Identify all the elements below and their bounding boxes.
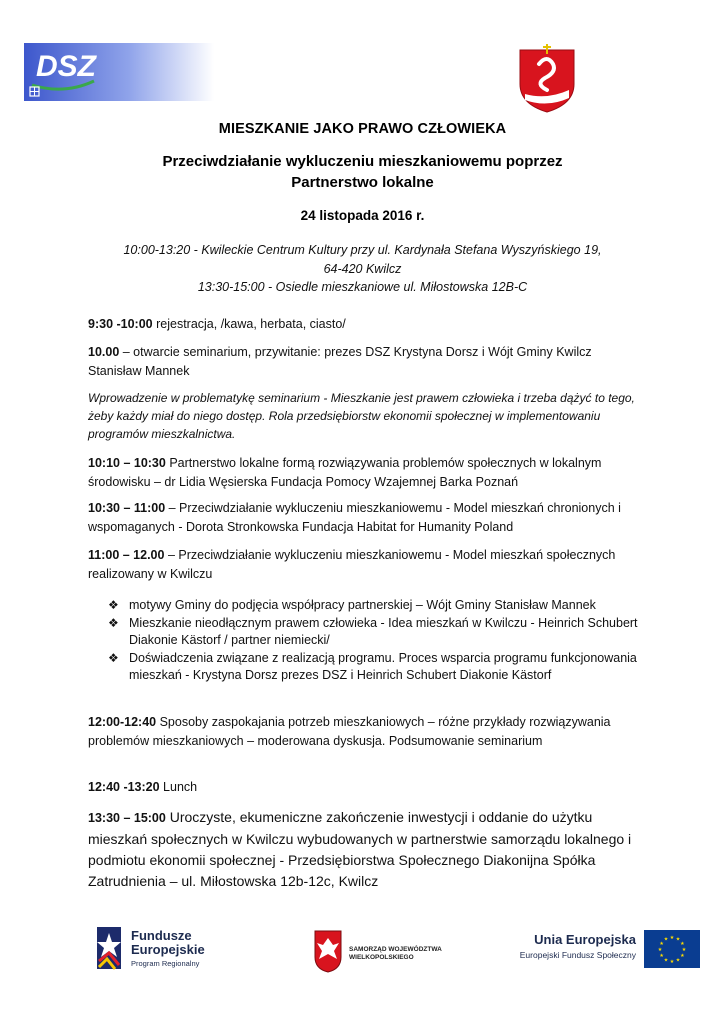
document-title: MIESZKANIE JAKO PRAWO CZŁOWIEKA [218, 121, 507, 137]
unia-europejska-text [510, 932, 636, 960]
agenda-text: Partnerstwo lokalne formą rozwiązywania problemów społecznych w lokalnym środowisku – dr Lidia Węsierska Fundacja Pomocy Wzajemnej Barka Poznań [88, 456, 602, 489]
agenda-text: – Przeciwdziałanie wykluczeniu mieszkaniowemu - Model mieszkań społecznych realizowany w Kwilczu [88, 548, 616, 581]
sam-line-2: WIELKOPOLSKIEGO [349, 954, 414, 961]
dsz-logo-text: DSZ [36, 50, 96, 83]
eu-star-icon: ★ [663, 957, 669, 964]
agenda-time: 9:30 -10:00 [88, 317, 153, 331]
fe-title-line-2: Europejskie [131, 942, 205, 957]
agenda-item-kwilcz-model [88, 546, 648, 583]
eu-star-icon: ★ [669, 959, 675, 965]
list-item: ❖ Mieszkanie nieodłącznym prawem człowieka - Idea mieszkań w Kwilczu - Heinrich Schubert Diakonie Kästorf / partner niemiecki/ [108, 615, 638, 647]
ue-title: Unia Europejska [534, 932, 636, 947]
agenda-item-habitat [88, 499, 648, 536]
samorzad-wielkopolski-logo [313, 929, 463, 973]
eu-star-icon: ★ [675, 936, 681, 943]
fundusze-europejskie-logo [95, 925, 225, 975]
agenda-item-discussion [88, 713, 648, 750]
agenda-text: Sposoby zaspokajania potrzeb mieszkaniowych – różne przykłady rozwiązywania problemów mieszkaniowych – moderowana dyskusja. Podsumowanie seminarium [88, 715, 611, 748]
diamond-bullet-icon: ❖ [108, 615, 119, 630]
agenda-bullet-list [106, 597, 646, 685]
agenda-item-ceremony [88, 807, 648, 892]
agenda-item-registration [88, 315, 648, 334]
agenda-time: 10:30 – 11:00 [88, 501, 166, 515]
agenda-text: Wprowadzenie w problematykę seminarium - Mieszkanie jest prawem człowieka i trzeba dążyć to tego, żeby każdy miał do niego dostęp. Rola przedsiębiorstw ekonomii społecznej w implementowaniu programów mieszkalnictwa. [88, 391, 635, 441]
agenda-text: Lunch [159, 780, 198, 794]
agenda-time: 12:40 -13:20 [88, 780, 160, 794]
subtitle-line-1: Przeciwdziałanie wykluczeniu mieszkaniowemu poprzez [162, 153, 563, 170]
agenda-time: 10:10 – 10:30 [88, 456, 166, 470]
agenda-text: Uroczyste, ekumeniczne zakończenie inwestycji i oddanie do użytku mieszkań społecznych w Kwilczu wybudowanych w partnerstwie samorządu lokalnego i podmiotu ekonomii społecznej - Przedsiębiorstwa Społecznego Diakonijna Spółka Zatrudnienia – ul. Miłostowska 12b-12c, Kwilcz [88, 809, 632, 889]
agenda-item-introduction [88, 389, 648, 443]
subtitle-line-2: Partnerstwo lokalne [291, 174, 434, 191]
diamond-bullet-icon: ❖ [108, 650, 119, 665]
kwilcz-coat-of-arms [517, 42, 577, 114]
eagle-shield-icon [313, 929, 343, 973]
eu-star-icon: ★ [675, 957, 681, 964]
agenda-time: 10.00 [88, 345, 120, 359]
agenda-item-opening [88, 343, 648, 380]
dsz-logo [24, 43, 214, 101]
eu-star-icon: ★ [659, 953, 664, 959]
list-item: ❖ motywy Gminy do podjęcia współpracy partnerskiej – Wójt Gminy Stanisław Mannek [106, 597, 646, 615]
ue-subtitle: Europejski Fundusz Społeczny [519, 950, 636, 960]
eu-star-icon: ★ [681, 947, 687, 953]
eu-star-icon: ★ [659, 941, 664, 947]
eu-star-icon: ★ [669, 935, 675, 941]
fe-title-line-1: Fundusze [131, 928, 192, 943]
eu-flag-icon [644, 930, 700, 968]
diamond-bullet-icon: ❖ [108, 598, 119, 612]
event-date: 24 listopada 2016 r. [300, 208, 425, 223]
agenda-time: 11:00 – 12.00 [88, 548, 165, 562]
sam-line-1: SAMORZĄD WOJEWÓDZTWA [349, 946, 442, 953]
agenda-item-lunch [88, 778, 648, 797]
eu-star-icon: ★ [680, 941, 685, 947]
agenda-text: – otwarcie seminarium, przywitanie: prezes DSZ Krystyna Dorsz i Wójt Gminy Kwilcz Stanisław Mannek [88, 345, 592, 378]
list-item: ❖ Doświadczenia związane z realizacją programu. Proces wsparcia programu funkcjonowania mieszkań - Krystyna Dorsz prezes DSZ i Heinrich Schubert Diakonie Kästorf [108, 650, 637, 682]
venue-info [0, 241, 725, 297]
agenda-item-partnership [88, 454, 648, 491]
agenda-text: rejestracja, /kawa, herbata, ciasto/ [152, 317, 346, 331]
venue-line-2: 64-420 Kwilcz [323, 261, 402, 276]
eu-star-icon: ★ [657, 947, 663, 953]
eu-star-icon: ★ [680, 953, 685, 959]
agenda-text: – Przeciwdziałanie wykluczeniu mieszkaniowemu - Model mieszkań chronionych i wspomaganych - Dorota Stronkowska Fundacja Habitat for Humanity Poland [88, 501, 621, 534]
venue-line-3: 13:30-15:00 - Osiedle mieszkaniowe ul. Miłostowska 12B-C [197, 280, 528, 294]
document-subtitle [0, 151, 725, 193]
venue-line-1: 10:00-13:20 - Kwileckie Centrum Kultury przy ul. Kardynała Stefana Wyszyńskiego 19, [123, 243, 602, 257]
fe-star-icon [95, 925, 125, 971]
eu-star-icon: ★ [663, 936, 669, 943]
fe-subtitle: Program Regionalny [131, 959, 200, 968]
agenda-time: 13:30 – 15:00 [88, 811, 166, 825]
agenda-time: 12:00-12:40 [88, 715, 157, 729]
